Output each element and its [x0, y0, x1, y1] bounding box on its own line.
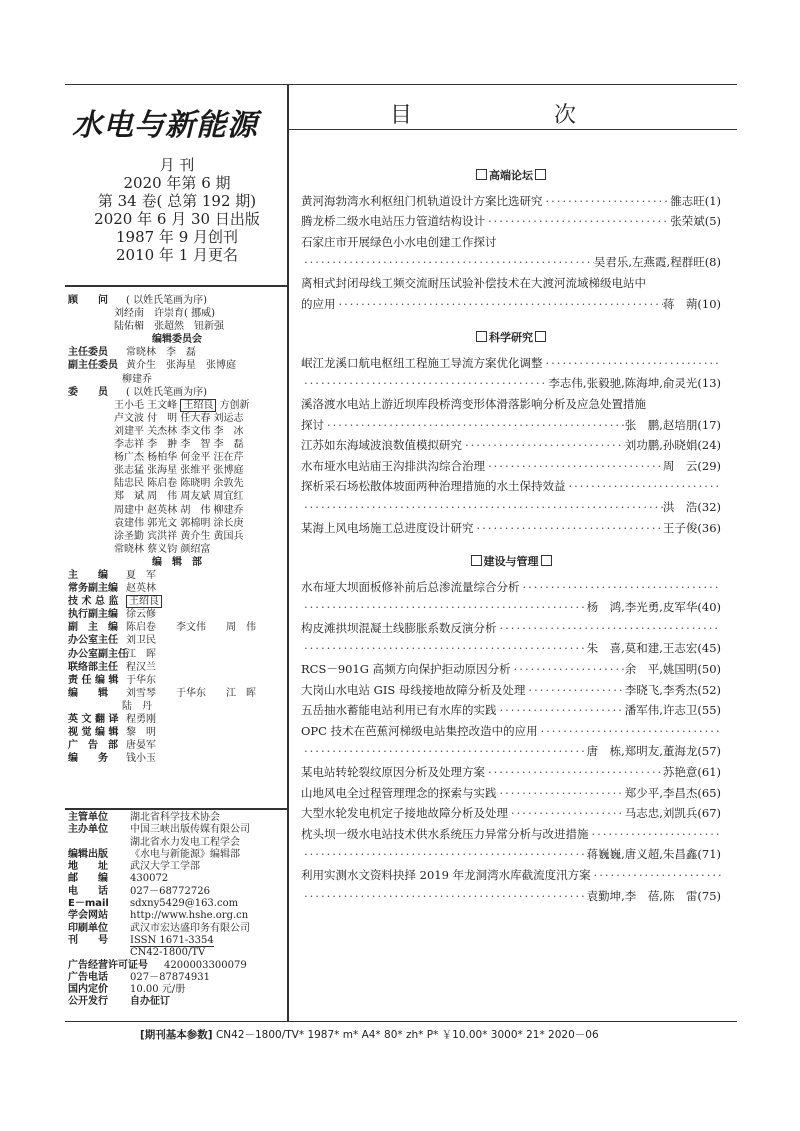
- toc-entry[interactable]: 腾龙桥二级水电站压力管道结构设计 ····· 张荣斌(5): [301, 211, 721, 232]
- parameters-value: CN42－1800/TV* 1987* m* A4* 80* zh* P* ￥10.00* 3000* 21* 2020－06: [215, 1029, 599, 1041]
- ads: 唐晏军: [126, 740, 156, 752]
- printer-label: 印刷单位: [68, 922, 108, 934]
- frequency: 月 刊: [159, 156, 195, 174]
- journal-masthead-logo: 水电与新能源: [72, 108, 258, 143]
- translate: 程勇刚: [126, 714, 156, 725]
- top-rule: [65, 84, 737, 85]
- toc-entry[interactable]: 石家庄市开展绿色小水电创建工作探讨 ····· 吴君乐,左燕霞,程群旺(8): [301, 232, 721, 273]
- members-line: 张志猛 张海星 张维平 张博庭: [114, 465, 244, 477]
- distribution: 自办征订: [130, 996, 170, 1008]
- table-of-contents: [301, 160, 721, 906]
- affairs-label: 编 务: [68, 753, 108, 765]
- members-line: 袁建伟 郭光文 郭棉明 涂长庚: [114, 517, 244, 529]
- toc-entry[interactable]: 溪洛渡水电站上游近坝库段桥湾变形体滑落影响分析及应急处置措施 探讨 ····· 张 鹏,赵培朋(17): [301, 394, 721, 435]
- toc-entry[interactable]: 五岳抽水蓄能电站利用已有水库的实践 ····· 潘军伟,许志卫(55): [301, 700, 721, 721]
- host-2: 湖北省水力发电工程学会: [130, 836, 240, 848]
- editors-label: 编 辑: [68, 687, 108, 699]
- toc-entry[interactable]: 大型水轮发电机定子接地故障分析及处理 ····· 马志忠,刘凯兵(67): [301, 803, 721, 824]
- members-line: 陆忠民 陈启卷 陈晓明 余敦先: [114, 478, 244, 490]
- toc-entry[interactable]: 某电站转轮裂纹原因分析及处理方案 ····· 苏艳意(61): [301, 762, 721, 783]
- bottom-rule: [65, 1021, 737, 1022]
- toc-entry[interactable]: 山地风电全过程管理理念的探索与实践 ····· 郑少平,李昌杰(65): [301, 783, 721, 804]
- cn-number: CN42-1800/TV: [130, 947, 206, 959]
- members-note: ( 以姓氏笔画为序): [126, 386, 207, 398]
- contact-info: [68, 812, 286, 1009]
- price-label: 国内定价: [68, 984, 108, 996]
- renamed-date: 2010 年 1 月更名: [115, 246, 239, 264]
- resp: 于华东: [126, 674, 156, 686]
- adlicense-label: 广告经营许可证号: [68, 959, 148, 971]
- volume: 第 34 卷( 总第 192 期): [97, 192, 257, 210]
- section-heading: 高端论坛: [301, 166, 721, 187]
- sponsor-label: 主管单位: [68, 812, 108, 823]
- email-link[interactable]: sdxny5429@163.com: [130, 898, 239, 910]
- publisher: 《水电与新能源》编辑部: [130, 848, 240, 860]
- toc-entry[interactable]: 探析采石场松散体坡面两种治理措施的水土保持效益 ····· ····· 洪 浩(32): [301, 476, 721, 517]
- office: 刘卫民: [126, 635, 156, 647]
- director: 常晓林 李 磊: [126, 347, 196, 359]
- members-line: 周建中 赵英林 胡 伟 柳建乔: [114, 504, 244, 516]
- sponsor: 湖北省科学技术协会: [130, 812, 220, 823]
- toc-entry[interactable]: RCS－901G 高频方向保护拒动原因分析 ····· 余 平,姚国明(50): [301, 659, 721, 680]
- toc-entry[interactable]: 江苏如东海域波浪数值模拟研究 ····· 刘功鹏,孙晓娟(24): [301, 435, 721, 456]
- editors: 刘雪琴 于华东 江 晖: [126, 687, 256, 699]
- toc-entry[interactable]: 构皮滩拱坝混凝土线膨胀系数反演分析 ····· ····· 朱 喜,莫和建,王志宏(45): [301, 618, 721, 659]
- resp-label: 责 任 编 辑: [68, 674, 119, 686]
- toc-title: 目 次: [389, 103, 636, 128]
- chief-label: 主 编: [68, 569, 108, 581]
- printer: 武汉市宏达盛印务有限公司: [130, 922, 250, 934]
- affairs: 钱小玉: [126, 753, 156, 765]
- committee-title: 编辑委员会: [152, 334, 202, 346]
- editorial-title: 编 辑 部: [152, 556, 202, 568]
- adphone-label: 广告电话: [68, 971, 108, 983]
- vice-director: 黄介生 张海星 张博庭: [126, 360, 236, 372]
- liaison-label: 联络部主任: [68, 661, 118, 673]
- editors-2: 陆 丹: [122, 700, 152, 712]
- toc-entry[interactable]: 某海上风电场施工总进度设计研究 ····· 王子俊(36): [301, 518, 721, 539]
- members-line: 刘建平 关杰林 李文伟 李 冰: [114, 425, 244, 437]
- visual: 黎 明: [126, 727, 156, 739]
- toc-entry[interactable]: OPC 技术在芭蕉河梯级电站集控改造中的应用 ····· ····· 唐 栋,郑明友,董海龙(57): [301, 721, 721, 762]
- office-vice: 江 晖: [126, 648, 156, 660]
- publication-info: [70, 156, 284, 264]
- members-line: 李志祥 李 翀 李 智 李 磊: [114, 439, 244, 451]
- toc-entry[interactable]: 大岗山水电站 GIS 母线接地故障分析及处理 ····· 李晓飞,李秀杰(52): [301, 680, 721, 701]
- exec-vice-label: 执行副主编: [68, 609, 118, 621]
- liaison: 程汉兰: [126, 661, 156, 673]
- adlicense: 4200003300079: [164, 959, 247, 971]
- toc-entry[interactable]: 利用实测水文资料抉择 2019 年龙洞湾水库截流度汛方案 ····· ····· 袁勤坤,李 蓓,陈 雷(75): [301, 865, 721, 906]
- office-vice-label: 办公室副主任: [68, 648, 128, 660]
- journal-parameters: [140, 1027, 740, 1042]
- section-heading: 科学研究: [301, 328, 721, 349]
- toc-entry[interactable]: 水布垭大坝面板修补前后总渗流量综合分析 ····· ····· 杨 鸿,李光勇,皮军华(40): [301, 577, 721, 618]
- parameters-key: [期刊基本参数]: [140, 1029, 213, 1041]
- deputy: 陈启卷 李文伟 周 伟: [126, 622, 256, 634]
- members-line: 涂圣勤 宾洪祥 黄介生 黄国兵: [114, 530, 244, 542]
- host: 中国三峡出版传媒有限公司: [130, 824, 250, 836]
- toc-entry[interactable]: 黄河海勃湾水利枢纽门机轨道设计方案比选研究 ····· 雒志旺(1): [301, 191, 721, 212]
- advisors-line: 陆佑楣 张超然 钮新强: [114, 321, 224, 333]
- toc-title-rule: [289, 129, 737, 130]
- exec-deputy-label: 常务副主编: [68, 583, 118, 595]
- web-label: 学会网站: [68, 910, 108, 922]
- members-boxed-name: 王绍良: [180, 399, 216, 412]
- exec-vice: 徐云修: [126, 609, 156, 621]
- office-label: 办公室主任: [68, 635, 118, 647]
- chief: 夏 军: [126, 569, 156, 581]
- members-line: 王小毛 王文峰: [114, 399, 178, 411]
- members-line: 杨广杰 杨柏华 何金平 汪在芹: [114, 452, 244, 464]
- advisor-note: ( 以姓氏笔画为序): [126, 295, 207, 306]
- dist-label: 公开发行: [68, 996, 108, 1008]
- advisors-line: 刘经南 许崇育( 挪威): [114, 308, 215, 320]
- left-rule-2: [65, 808, 287, 810]
- deputy-label: 副 主 编: [68, 622, 118, 634]
- postcode-label: 邮 编: [68, 873, 108, 885]
- toc-entry[interactable]: 枕头坝一级水电站技术供水系统压力异常分析与改进措施 ····· ····· 蒋巍巍,唐义超,朱昌鑫(71): [301, 824, 721, 865]
- exec-deputy: 赵英林: [126, 583, 156, 595]
- members-label: 委 员: [68, 386, 108, 398]
- address: 武汉大学工学部: [130, 861, 200, 873]
- toc-entry[interactable]: 离相式封闭母线工频交流耐压试验补偿技术在大渡河流域梯级电站中 的应用 ····· 蒋 蒴(10): [301, 273, 721, 314]
- phone: 027－68772726: [130, 885, 210, 897]
- tech-director: 王绍良: [126, 595, 162, 608]
- website-link[interactable]: http://www.hshe.org.cn: [130, 910, 249, 922]
- section-heading: 建设与管理: [301, 552, 721, 573]
- vice-director-label: 副主任委员: [68, 360, 118, 372]
- vice-director-2: 柳建乔: [122, 373, 152, 385]
- phone-label: 电 话: [68, 885, 108, 897]
- translate-label: 英 文 翻 译: [68, 714, 119, 725]
- members-line: 常晓林 蔡义钧 颜绍富: [114, 543, 211, 555]
- publish-date: 2020 年 6 月 30 日出版: [94, 210, 260, 228]
- price: 10.00 元/册: [130, 984, 186, 996]
- toc-entry[interactable]: 水布垭水电站庙王沟排洪沟综合治理 ····· 周 云(29): [301, 456, 721, 477]
- members-line: 方创新: [219, 399, 250, 411]
- staff-list: [68, 294, 286, 765]
- advisor-label: 顾 问: [68, 295, 108, 306]
- address-label: 地 址: [68, 861, 108, 873]
- director-label: 主任委员: [68, 347, 108, 359]
- issn: ISSN 1671-3354: [130, 934, 214, 946]
- members-line: 郑 斌 周 伟 周友斌 周宜红: [114, 491, 244, 503]
- ads-label: 广 告 部: [68, 740, 118, 752]
- left-rule-1: [65, 285, 287, 287]
- host-label: 主办单位: [68, 824, 108, 836]
- publisher-label: 编辑出版: [68, 848, 108, 860]
- postcode: 430072: [130, 873, 169, 885]
- members-line: 卢文波 付 明 任大春 刘运志: [114, 412, 244, 424]
- issn-label: 刊 号: [68, 934, 108, 946]
- tech-label: 技 术 总 监: [68, 596, 119, 608]
- email-label: E－mail: [68, 898, 109, 910]
- founded-date: 1987 年 9 月创刊: [115, 228, 239, 246]
- column-divider: [287, 84, 289, 1021]
- visual-label: 视 觉 编 辑: [68, 727, 119, 739]
- toc-entry[interactable]: 岷江龙溪口航电枢纽工程施工导流方案优化调整 ····· ····· 李志伟,张毅驰,陈海坤,俞灵光(13): [301, 353, 721, 394]
- issue-number: 2020 年第 6 期: [123, 174, 231, 192]
- adphone: 027－87874931: [130, 971, 210, 983]
